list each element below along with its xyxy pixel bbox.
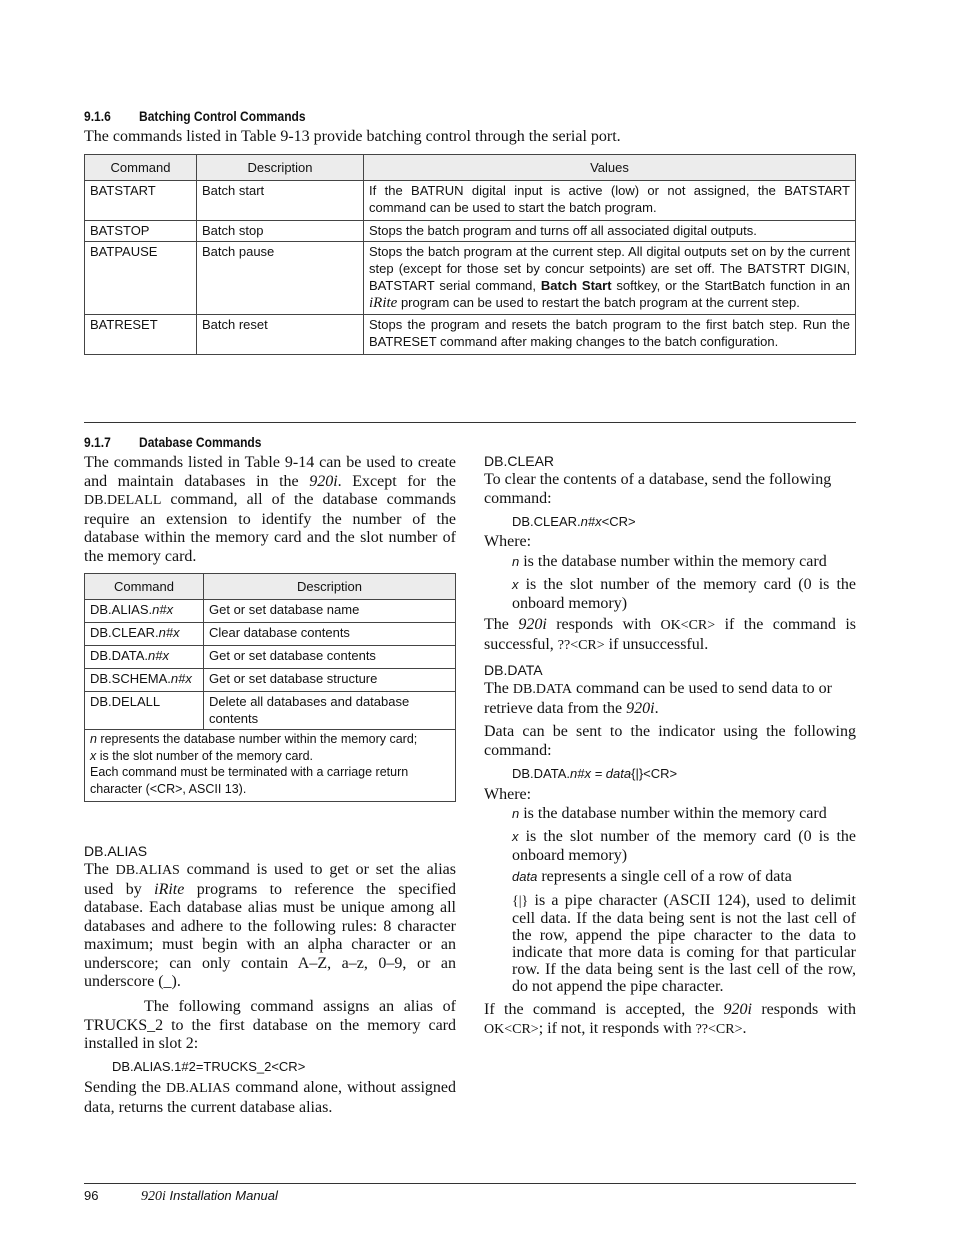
table-row [85, 315, 856, 355]
db-data-n-def: n is the database number within the memory card [512, 805, 827, 822]
col-header-values: Values [364, 155, 856, 181]
db-data-pipe-def: {|} is a pipe character (ASCII 124), used to delimit cell data. If the data being sent is not the last cell of the row, append the pipe character to the data to indicate that more data is coming for that particular row. If the data being sent is the last cell of the row, do not append the pipe character. [512, 892, 856, 995]
db-data-heading: DB.DATA [484, 662, 543, 678]
db-data-x-def: x is the slot number of the memory card (0 is the onboard memory) [512, 828, 856, 864]
table-header-row [85, 155, 856, 181]
cell-command: DB.CLEAR.n#x [85, 623, 204, 646]
table-note-row [85, 730, 456, 802]
db-data-where: Where: [484, 786, 532, 803]
cell-description: Get or set database name [204, 600, 456, 623]
col-header-description: Description [197, 155, 364, 181]
cell-command: DB.DATA.n#x [85, 646, 204, 669]
cell-description: Batch pause [197, 242, 364, 315]
db-clear-paragraph: To clear the contents of a database, send the following command: [484, 471, 832, 507]
db-data-data-def: data represents a single cell of a row of data [512, 868, 792, 885]
db-clear-response: The 920i responds with OK<CR> if the command is successful, ??<CR> if unsuccessful. [484, 616, 857, 653]
cell-description: Delete all databases and database contents [204, 692, 456, 730]
cell-command: DB.DELALL [85, 692, 204, 730]
batch-start-softkey-label: Batch Start [540, 278, 612, 293]
cell-values: Stops the batch program and turns off all associated digital outputs. [364, 221, 856, 242]
db-data-example: DB.DATA.n#x = data{|}<CR> [512, 766, 678, 781]
table-row [85, 221, 856, 242]
db-data-send-intro: Data can be sent to the indicator using the following command: [484, 723, 856, 759]
footer-title: 920i Installation Manual [141, 1188, 278, 1204]
db-alias-example: DB.ALIAS.1#2=TRUCKS_2<CR> [112, 1059, 306, 1074]
cell-description: Batch stop [197, 221, 364, 242]
section-heading-batching: 9.1.6 Batching Control Commands [84, 108, 306, 124]
table-header-row [85, 574, 456, 600]
table-row [85, 623, 456, 646]
table-row [85, 646, 456, 669]
page-number: 96 [84, 1188, 99, 1203]
table-row [85, 242, 856, 315]
cell-values: Stops the program and resets the batch program to the first batch step. Run the BATRESET command after making changes to the batch configuration. [364, 315, 856, 355]
cell-description: Get or set database structure [204, 669, 456, 692]
cell-command: BATSTART [85, 181, 197, 221]
database-commands-table [84, 573, 456, 802]
cell-values: If the BATRUN digital input is active (low) or not assigned, the BATSTART command can be used to start the batch program. [364, 181, 856, 221]
cell-command: BATSTOP [85, 221, 197, 242]
cell-values: Stops the batch program at the current step. All digital outputs set on by the current step (except for those set by concur setpoints) are set off. The BATSTRT DIGIN, BATSTART serial command, Batch Start softkey, or the StartBatch function in an iRite program can be used to restart the batch program at the current step. [364, 242, 856, 315]
db-data-paragraph: The DB.DATA command can be used to send data to or retrieve data from the 920i. [484, 680, 832, 717]
cell-command: BATPAUSE [85, 242, 197, 315]
cell-description: Clear database contents [204, 623, 456, 646]
table-note: n represents the database number within the memory card; x is the slot number of the memory card. Each command must be terminated with a carriage return character (<CR>, ASCII 13). [85, 730, 456, 802]
db-clear-x-def: x is the slot number of the memory card (0 is the onboard memory) [512, 576, 856, 612]
db-alias-example-intro: The following command assigns an alias of TRUCKS_2 to the first database on the memory card installed in slot 2: [84, 998, 456, 1052]
table-row [85, 181, 856, 221]
col-header-description: Description [204, 574, 456, 600]
cell-description: Batch reset [197, 315, 364, 355]
db-alias-heading: DB.ALIAS [84, 843, 148, 859]
col-header-command: Command [85, 155, 197, 181]
database-intro: The commands listed in Table 9-14 can be used to create and maintain databases in the 920i. Except for the DB.DELALL command, all of the database commands require an extension to identify the number of the database within the memory card and the slot number of the memory card. [84, 454, 456, 565]
db-clear-n-def: n is the database number within the memory card [512, 553, 827, 570]
cell-description: Batch start [197, 181, 364, 221]
batching-commands-table [84, 154, 856, 355]
table-row [85, 669, 456, 692]
cell-command: DB.ALIAS.n#x [85, 600, 204, 623]
db-clear-example: DB.CLEAR.n#x<CR> [512, 514, 636, 529]
table-row [85, 692, 456, 730]
db-clear-heading: DB.CLEAR [484, 453, 555, 469]
batching-intro: The commands listed in Table 9-13 provide batching control through the serial port. [84, 128, 621, 145]
db-alias-paragraph: The DB.ALIAS command is used to get or set the alias used by iRite programs to reference the specified database. Each database alias must be unique among all databases and adhere to the following rules: 8 character maximum; must begin with an alpha character or an underscore; can only contain A–Z, a–z, 0–9, or an underscore (_). [84, 861, 456, 990]
col-header-command: Command [85, 574, 204, 600]
section-divider [84, 422, 856, 423]
db-clear-where: Where: [484, 533, 532, 550]
db-alias-note: Sending the DB.ALIAS command alone, without assigned data, returns the current database alias. [84, 1079, 456, 1116]
cell-command: DB.SCHEMA.n#x [85, 669, 204, 692]
db-data-response: If the command is accepted, the 920i responds with OK<CR>; if not, it responds with ??<CR>. [484, 1001, 856, 1037]
footer-rule [84, 1183, 856, 1184]
cell-command: BATRESET [85, 315, 197, 355]
section-heading-database: 9.1.7 Database Commands [84, 434, 262, 450]
cell-description: Get or set database contents [204, 646, 456, 669]
table-row [85, 600, 456, 623]
